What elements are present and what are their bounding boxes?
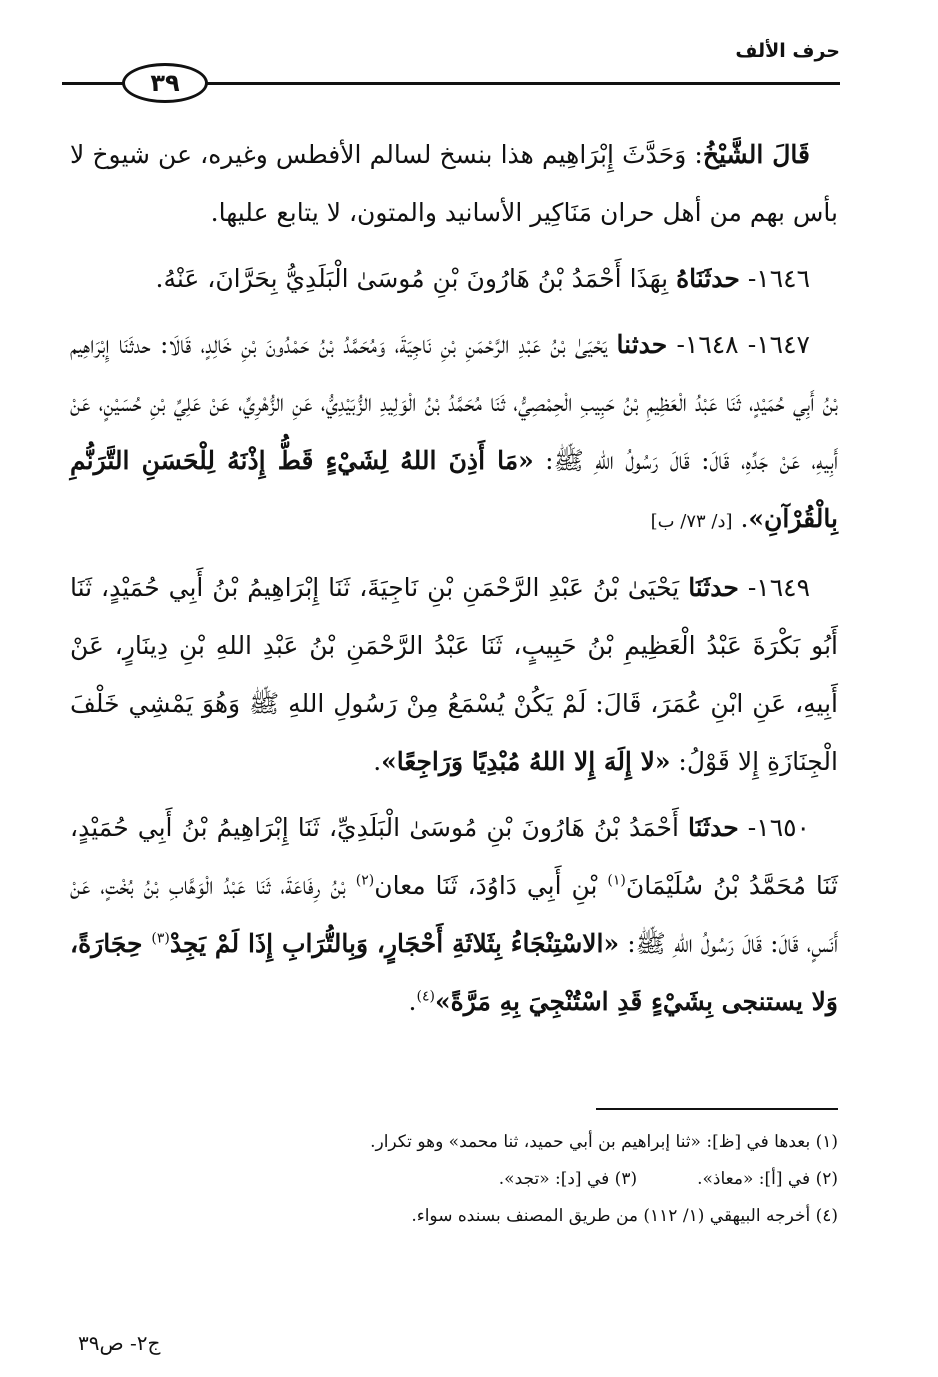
footnotes-section	[120, 1124, 838, 1235]
hadith-number: ١٦٥٠-	[738, 813, 810, 842]
hadith-quote: حِجَارَةً، وَلا يستنجى بِشَيْءٍ قَدِ اسْتُنْجِيَ بِهِ مَرَّةً»	[70, 929, 838, 1016]
paragraph-lead: قَالَ الشَّيْخُ	[702, 140, 810, 169]
hadith-lead: حدثَنَا	[688, 573, 739, 602]
footnote-4: (٤) أخرجه البيهقي (١/ ١١٢) من طريق المصنف بسنده سواء.	[411, 1206, 838, 1226]
hadith-number: ١٦٤٩-	[738, 573, 810, 602]
hadith-1646	[70, 250, 838, 308]
hadith-1647-1648	[70, 316, 838, 551]
hadith-quote: «مَا أَذِنَ اللهُ لِشَيْءٍ قَطُّ إِذْنَهُ لِلْحَسَنِ التَّرَنُّمِ بِالْقُرْآنِ»	[70, 446, 838, 533]
hadith-text: يَحْيَىٰ بْنُ عَبْدِ الرَّحْمَنِ بْنِ نَاجِيَةَ، ثَنَا إِبْرَاهِيمُ بْنُ أَبِي حُمَيْدٍ، ثَنَا أَبُو بَكْرَةَ عَبْدُ الْعَظِيمِ بْنُ حَبِيبٍ، ثَنَا عَبْدُ الرَّحْمَنِ بْنُ عَبْدِ اللهِ بْنِ دِينَارٍ، عَنْ أَبِيهِ، عَنِ ابْنِ عُمَرَ، قَالَ: لَمْ يَكُنْ يُسْمَعُ مِنْ رَسُولِ اللهِ ﷺ وَهُوَ يَمْشِي خَلْفَ الْجِنَازَةِ إِلا قَوْلُ:	[70, 573, 838, 776]
volume-page-reference: ج٢- ص٣٩	[78, 1331, 161, 1355]
hadith-quote: «لا إِلَهَ إِلا اللهُ مُبْدِيًا وَرَاجِعًا»	[381, 747, 671, 776]
footnote-2: (٢) في [أ]: «معاذ».	[697, 1169, 838, 1189]
manuscript-reference: [د/ ٧٣/ ب]	[650, 511, 733, 532]
hadith-lead: حدثَنَا	[688, 813, 739, 842]
footnote-row	[120, 1161, 838, 1198]
hadith-text: بِهَذَا أَحْمَدُ بْنُ هَارُونَ بْنِ مُوسَىٰ الْبَلَدِيُّ بِحَرَّانَ، عَنْهُ.	[155, 264, 677, 293]
hadith-number: ١٦٤٦-	[739, 264, 810, 293]
hadith-1649	[70, 559, 838, 791]
running-header: حرف الألف	[735, 40, 840, 62]
footnote-marker[interactable]: (٢)	[355, 872, 375, 889]
hadith-text: أَحْمَدُ بْنُ هَارُونَ بْنِ مُوسَىٰ الْبَلَدِيِّ، ثَنَا إِبْرَاهِيمُ بْنُ أَبِي حُمَيْدٍ، ثَنَا مُحَمَّدُ بْنُ سُلَيْمَانَ	[70, 813, 838, 900]
hadith-quote: «الاسْتِنْجَاءُ بِثَلاثَةِ أَحْجَارٍ، وَبِالتُّرَابِ إِذَا لَمْ يَجِدْ	[169, 929, 620, 958]
main-text	[70, 126, 838, 1039]
footnote-marker[interactable]: (١)	[607, 872, 626, 889]
hadith-tail: .	[408, 987, 417, 1016]
footnote-3: (٣) في [د]: «تجد».	[498, 1169, 638, 1189]
paragraph-text: : وَحَدَّثَ إِبْرَاهِيم هذا بنسخ لسالم الأفطس وغيره، عن شيوخ لا بأس بهم من أهل حران مَنَاكِير الأسانيد والمتون، لا يتابع عليها.	[70, 140, 838, 227]
hadith-1650	[70, 799, 838, 1031]
hadith-number: ١٦٤٧- ١٦٤٨-	[667, 330, 810, 359]
hadith-lead: حدثنا	[616, 330, 668, 359]
footnote-marker[interactable]: (٤)	[416, 988, 435, 1005]
hadith-tail: .	[732, 504, 749, 533]
hadith-text: بْنِ أَبِي دَاوُدَ، ثَنَا معان	[374, 871, 608, 900]
hadith-text: يَحْيَىٰ بْنُ عَبْدِ الرَّحْمَنِ بْنِ نَاجِيَةَ، وَمُحَمَّدُ بْنُ حَمْدُونَ بْنِ خَالِدٍ، قَالَا: حدثَنَا إِبْرَاهِيم بْنُ أَبِي حُمَيْدٍ، ثَنَا عَبْدُ الْعَظِيمِ بْنُ حَبِيبِ الْحِمْصِيُّ، ثَنَا مُحَمَّدُ بْنُ الْوَلِيدِ الزُّبَيْدِيُّ، عَنِ الزُّهْرِيِّ، عَنْ عَلِيِّ بْنِ حُسَيْنٍ، عَنْ أَبِيهِ، عَنْ جَدِّهِ، قَالَ: قَالَ رَسُولُ اللهِ ﷺ:	[70, 330, 839, 475]
paragraph-sheikh-note	[70, 126, 838, 242]
footnote-1: (١) بعدها في [ظ]: «ثنا إبراهيم بن أبي حميد، ثنا محمد» وهو تكرار.	[370, 1132, 838, 1152]
hadith-text: بْنُ رِفَاعَةَ، ثَنَا عَبْدُ الْوَهَّابِ بْنُ بُخْتٍ، عَنْ أَنَسٍ، قَالَ: قَالَ رَسُولُ اللهِ ﷺ:	[70, 871, 838, 958]
hadith-lead: حدثَنَاهُ	[676, 264, 740, 293]
footnote-rule	[596, 1108, 838, 1110]
page-number-badge: ٣٩	[122, 63, 208, 103]
hadith-tail: .	[373, 747, 382, 776]
footnote-marker[interactable]: (٣)	[151, 930, 170, 947]
